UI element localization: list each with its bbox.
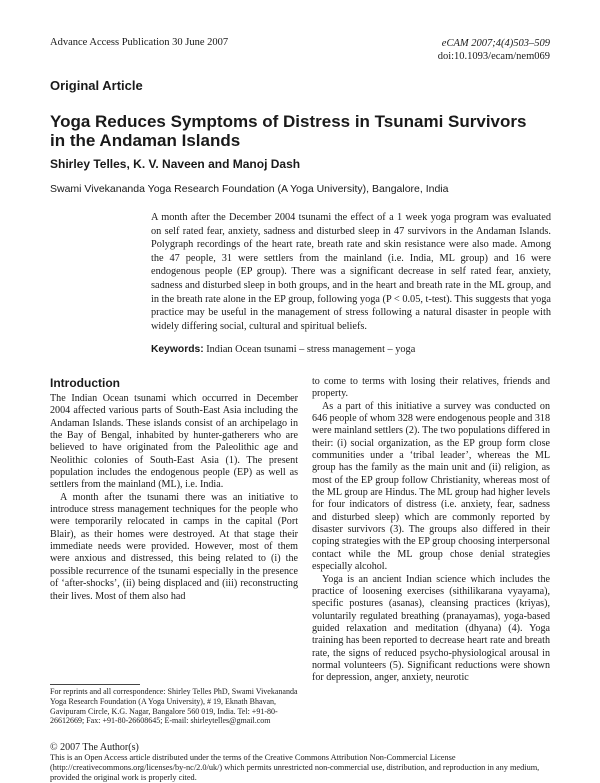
paragraph: Yoga is an ancient Indian science which includes the practice of loosening exercises (sithilikarana vyayama), specific postures (asanas), cleansing practices (kriyas), voluntarily regulated breathing (pranayamas), yoga-based guided relaxation and meditation (dhyana) (4). Yoga training has been reported to decrease heart rate and breath rate, the signs of reduced psycho-physiological arousal in normal volunteers (5). Significant reductions were shown for depression, anger, anxiety, neurotic [312, 573, 550, 684]
paragraph: A month after the tsunami there was an initiative to introduce stress management techniques for the people who were temporarily relocated in camps in the capital (Port Blair), as their homes were destroyed. At that stage their immediate needs were provided. However, most of them were anxious and distressed, this being related to (i) the possible recurrence of the tsunami especially in the presence of ‘after-shocks’, (ii) being displaced and (iii) reconstructing their lives. Most of them also had [50, 491, 298, 602]
paper-title: Yoga Reduces Symptoms of Distress in Tsunami Survivors in the Andaman Islands [50, 112, 527, 150]
copyright-line: © 2007 The Author(s) [50, 742, 139, 753]
paragraph: The Indian Ocean tsunami which occurred in December 2004 affected various parts of South-East Asia including the Andaman Islands. These islands consist of an archipelago in the Bay of Bengal, inhabited by hunter-gatherers who are believed to have originated from the Paleolithic age and Neolithic colonies of South-East Asia (1). The present population includes the endogenous people (EP) as well as settlers from the mainland (ML), i.e. India. [50, 393, 298, 491]
article-type: Original Article [50, 78, 143, 93]
authors: Shirley Telles, K. V. Naveen and Manoj Dash [50, 157, 301, 171]
publication-date: Advance Access Publication 30 June 2007 [50, 37, 229, 48]
correspondence-footnote: For reprints and all correspondence: Shirley Telles PhD, Swami Vivekananda Yoga Research Foundation (A Yoga University), # 19, Eknath Bhavan, Gavipuram Circle, K.G. Nagar, Bangalore 560 019, India. Tel: +91-80-26612669; Fax: +91-80-26608645; E-mail: shirleytelles@gmail.com [50, 687, 298, 726]
copyright-notice [50, 743, 560, 783]
keywords [151, 344, 551, 355]
journal-reference: eCAM 2007;4(4)503–509 [441, 38, 550, 49]
section-heading-introduction: Introduction [50, 376, 120, 390]
keywords-text: Indian Ocean tsunami – stress management – yoga [206, 344, 416, 355]
paragraph: to come to terms with losing their relatives, friends and property. [312, 376, 550, 400]
doi[interactable]: doi:10.1093/ecam/nem069 [437, 51, 550, 62]
right-column [312, 376, 550, 685]
paragraph: As a part of this initiative a survey was conducted on 646 people of whom 328 were endogenous people and 318 were mainland settlers (2). The two populations differed in their: (i) social organization, as the EP group form close communities under a ‘tribal leader’, whereas the ML group has the family as the main unit and (ii) religion, as most of the EP group follow Christianity, whereas most of the ML group are Hindus. The ML group had higher levels for four indicators of distress (i.e. anxiety, fear, sadness and disturbed sleep) which are commonly reported by disaster survivors (3). The groups also differed in their coping strategies with the EP group choosing interpersonal contact while the ML group chose denial strategies especially alcohol. [312, 400, 550, 573]
abstract: A month after the December 2004 tsunami the effect of a 1 week yoga program was evaluated on self rated fear, anxiety, sadness and disturbed sleep in 47 survivors in the Andaman Islands. Polygraph recordings of the heart rate, breath rate and skin resistance were also made. Among the 47 people, 31 were settlers from the mainland (i.e. India, ML group) and 16 were endogenous people (EP group). There was a significant decrease in self rated fear, anxiety, sadness and disturbed sleep in both groups, and in the heart and breath rate in the ML group, and in the breath rate alone in the EP group, following yoga (P < 0.05, t-test). This suggests that yoga practice may be useful in the management of stress following a natural disaster in people with widely differing social, cultural and spiritual beliefs. [151, 212, 551, 332]
affiliation: Swami Vivekananda Yoga Research Foundation (A Yoga University), Bangalore, India [50, 183, 449, 195]
keywords-label: Keywords: [151, 344, 204, 355]
license-text: This is an Open Access article distributed under the terms of the Creative Commons Attribution Non-Commercial License (http://creativecommons.org/licenses/by-nc/2.0/uk/) which permits unrestricted non-commercial use, distribution, and reproduction in any medium, provided the original work is properly cited. [50, 753, 540, 782]
left-column [50, 393, 298, 603]
footnote-divider [50, 684, 140, 685]
journal-citation [438, 37, 550, 63]
